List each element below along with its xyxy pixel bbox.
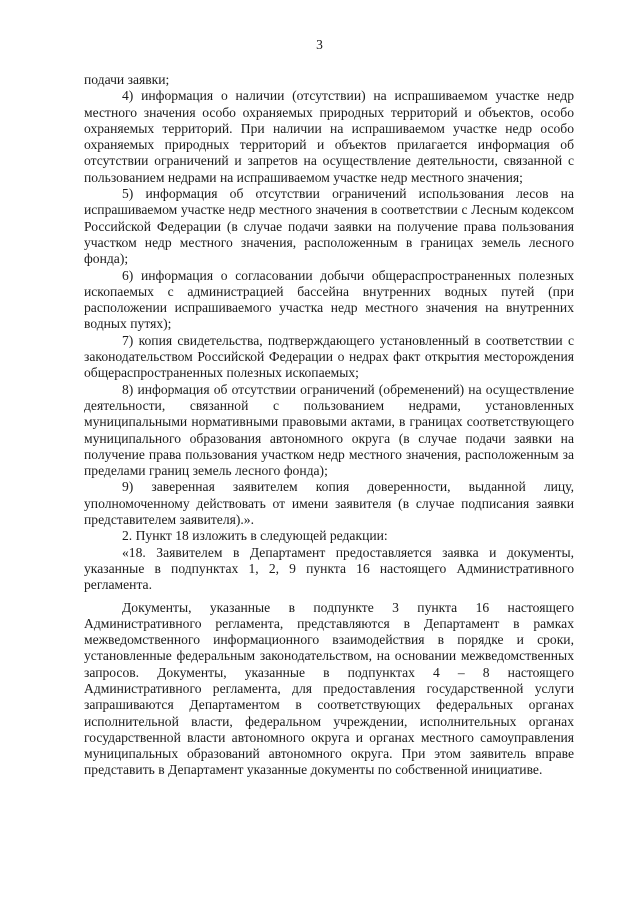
paragraph-item-8: 8) информация об отсутствии ограничений (обременений) на осуществление деятельности, связанной с пользованием недрами, установленных муниципальными нормативными правовыми актами, в границах соответствующего муниципального образования автономного округа (в случае подачи заявки на получение права пользования участком недр местного значения, расположенным за пределами границ земель лесного фонда); [84, 381, 574, 479]
page-number: 3 [316, 37, 323, 52]
document-body [84, 72, 574, 779]
paragraph-amendment-point-2: 2. Пункт 18 изложить в следующей редакции: [122, 528, 388, 544]
paragraph-item-9: 9) заверенная заявителем копия доверенности, выданной лицу, уполномоченному действовать от имени заявителя (в случае подписания заявки представителем заявителя).». [84, 479, 574, 528]
paragraph-item-5: 5) информация об отсутствии ограничений использования лесов на испрашиваемом участке недр местного значения в соответствии с Лесным кодексом Российской Федерации (в случае подачи заявки на получение права пользования участком недр местного значения, расположенным в границах земель лесного фонда); [84, 186, 574, 267]
paragraph-item-4: 4) информация о наличии (отсутствии) на испрашиваемом участке недр местного значения особо охраняемых природных территорий и объектов, особо охраняемых территорий. При наличии на испрашиваемом участке недр особо охраняемых природных территорий и объектов прилагается информация об отсутствии ограничений и запретов на осуществление деятельности, связанной с пользованием недрами на испрашиваемом участке недр местного значения; [84, 88, 574, 185]
paragraph-item-6: 6) информация о согласовании добычи общераспространенных полезных ископаемых с администрацией бассейна внутренних водных путей (при расположении испрашиваемого участка недр местного значения на внутренних водных путях); [84, 267, 574, 332]
paragraph-documents: Документы, указанные в подпункте 3 пункта 16 настоящего Административного регламента, представляются в Департамент в рамках межведомственного информационного взаимодействия в порядке и сроки, установленные федеральным законодательством, на основании межведомственных запросов. Документы, указанные в подпунктах 4 – 8 настоящего Административного регламента, для предоставления государственной услуги запрашиваются Департаментом в соответствующих федеральных органах исполнительной власти, федеральном учреждении, исполнительных органах государственной власти автономного округа и органах местного самоуправления муниципальных образований автономного округа. При этом заявитель вправе представить в Департамент указанные документы по собственной инициативе. [84, 599, 574, 778]
paragraph-item-7: 7) копия свидетельства, подтверждающего установленный в соответствии с законодательством Российской Федерации о недрах факт открытия месторождения общераспространенных полезных ископаемых; [84, 332, 574, 381]
paragraph-continuation: подачи заявки; [84, 72, 170, 87]
paragraph-clause-18: «18. Заявителем в Департамент предоставляется заявка и документы, указанные в подпунктах 1, 2, 9 пункта 16 настоящего Административного регламента. [84, 544, 574, 593]
